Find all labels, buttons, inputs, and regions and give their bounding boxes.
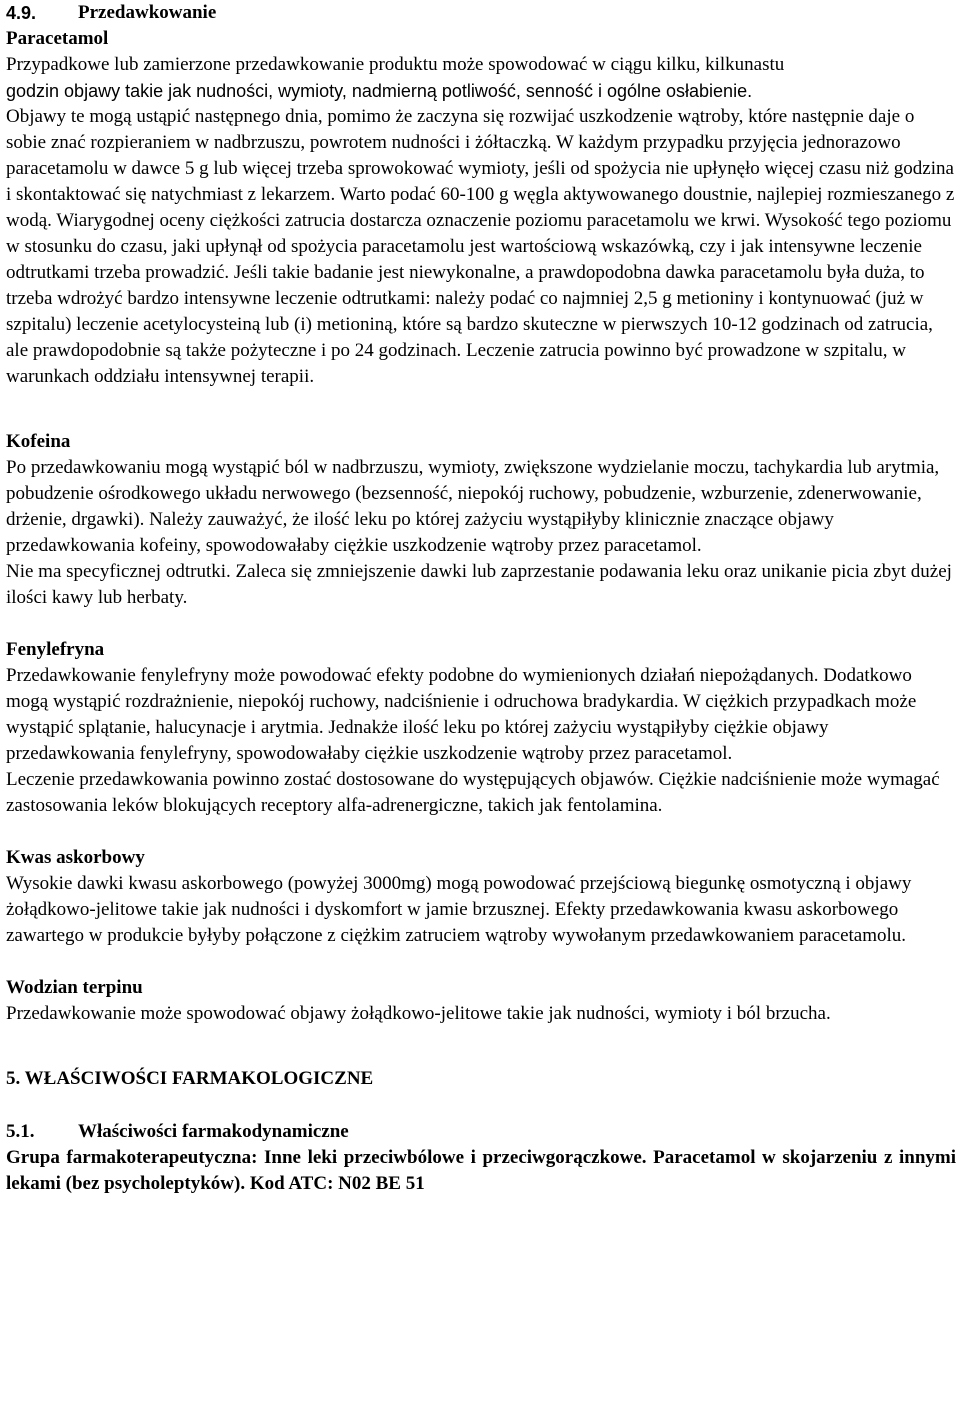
paracetamol-line-2: godzin objawy takie jak nudności, wymioty, nadmierną potliwość, senność i ogólne osłabienie. (6, 81, 753, 101)
kwas-askorbowy-heading: Kwas askorbowy (6, 847, 145, 868)
section-title: Przedawkowanie (78, 2, 217, 23)
paracetamol-line-1: Przypadkowe lub zamierzone przedawkowanie produktu może spowodować w ciągu kilku, kilkunastu (6, 54, 785, 75)
section-5-heading: 5. WŁAŚCIWOŚCI FARMAKOLOGICZNE (6, 1068, 374, 1089)
document-page (6, 0, 956, 1197)
wodzian-terpinu-heading: Wodzian terpinu (6, 977, 143, 998)
section-5-1-body: Grupa farmakoterapeutyczna: Inne leki przeciwbólowe i przeciwgorączkowe. Paracetamol w skojarzeniu z innymi lekami (bez psycholeptyków). Kod ATC: N02 BE 51 (6, 1147, 956, 1194)
section-5-1-heading (6, 1119, 956, 1145)
kwas-askorbowy-paragraph: Wysokie dawki kwasu askorbowego (powyżej 3000mg) mogą powodować przejściową biegunkę osmotyczną i objawy żołądkowo-jelitowe takie jak nudności i dyskomfort w jamie brzusznej. Efekty przedawkowania kwasu askorbowego zawartego w produkcie byłyby połączone z ciężkim zatruciem wątroby wywołanym przedawkowaniem paracetamolu. (6, 873, 912, 946)
section-title: Właściwości farmakodynamiczne (78, 1121, 349, 1142)
paracetamol-heading: Paracetamol (6, 28, 109, 49)
kofeina-paragraph-2: Nie ma specyficznej odtrutki. Zaleca się zmniejszenie dawki lub zaprzestanie podawania leku oraz unikanie picia zbyt dużej ilości kawy lub herbaty. (6, 561, 952, 608)
fenylefryna-heading: Fenylefryna (6, 639, 105, 660)
kofeina-paragraph-1: Po przedawkowaniu mogą wystąpić ból w nadbrzuszu, wymioty, zwiększone wydzielanie moczu, tachykardia lub arytmia, pobudzenie ośrodkowego układu nerwowego (bezsenność, niepokój ruchowy, pobudzenie, wzburzenie, zdenerwowanie, drżenie, drgawki). Należy zauważyć, że ilość leku po której zażyciu wystąpiłyby klinicznie znaczące objawy przedawkowania kofeiny, spowodowałaby ciężkie uszkodzenie wątroby przez paracetamol. (6, 457, 940, 556)
section-4-9-heading (6, 0, 956, 26)
kofeina-heading: Kofeina (6, 431, 71, 452)
section-number: 4.9. (6, 3, 37, 23)
wodzian-terpinu-paragraph: Przedawkowanie może spowodować objawy żołądkowo-jelitowe takie jak nudności, wymioty i ból brzucha. (6, 1003, 831, 1024)
section-number: 5.1. (6, 1121, 35, 1142)
fenylefryna-paragraph-1: Przedawkowanie fenylefryny może powodować efekty podobne do wymienionych działań niepożądanych. Dodatkowo mogą wystąpić rozdrażnienie, niepokój ruchowy, nadciśnienie i odruchowa bradykardia. W ciężkich przypadkach może wystąpić splątanie, halucynacje i arytmia. Jednakże ilość leku po której zażyciu wystąpiłyby ciężkie objawy przedawkowania fenylefryny, spowodowałaby ciężkie uszkodzenie wątroby przez paracetamol. (6, 665, 917, 764)
paracetamol-body: Objawy te mogą ustąpić następnego dnia, pomimo że zaczyna się rozwijać uszkodzenie wątroby, które następnie daje o sobie znać rozpieraniem w nadbrzuszu, powrotem nudności i żółtaczką. W każdym przypadku przyjęcia jednorazowo paracetamolu w dawce 5 g lub więcej trzeba sprowokować wymioty, jeśli od spożycia nie upłynęło więcej czasu niż godzina i skontaktować się natychmiast z lekarzem. Warto podać 60-100 g węgla aktywowanego doustnie, najlepiej rozmieszanego z wodą. Wiarygodnej oceny ciężkości zatrucia dostarcza oznaczenie poziomu paracetamolu we krwi. Wysokość tego poziomu w stosunku do czasu, jaki upłynął od spożycia paracetamolu jest wartościową wskazówką, czy i jak intensywne leczenie odtrutkami trzeba prowadzić. Jeśli takie badanie jest niewykonalne, a prawdopodobna dawka paracetamolu była duża, to trzeba wdrożyć bardzo intensywne leczenie odtrutkami: należy podać co najmniej 2,5 g metioniny i kontynuować (już w szpitalu) leczenie acetylocysteiną lub (i) metioniną, które są bardzo skuteczne w pierwszych 10-12 godzinach od zatrucia, ale prawdopodobnie są także pożyteczne i po 24 godzinach. Leczenie zatrucia powinno być prowadzone w szpitalu, w warunkach oddziału intensywnej terapii. (6, 106, 955, 387)
fenylefryna-paragraph-2: Leczenie przedawkowania powinno zostać dostosowane do występujących objawów. Ciężkie nadciśnienie może wymagać zastosowania leków blokujących receptory alfa-adrenergiczne, takich jak fentolamina. (6, 769, 940, 816)
